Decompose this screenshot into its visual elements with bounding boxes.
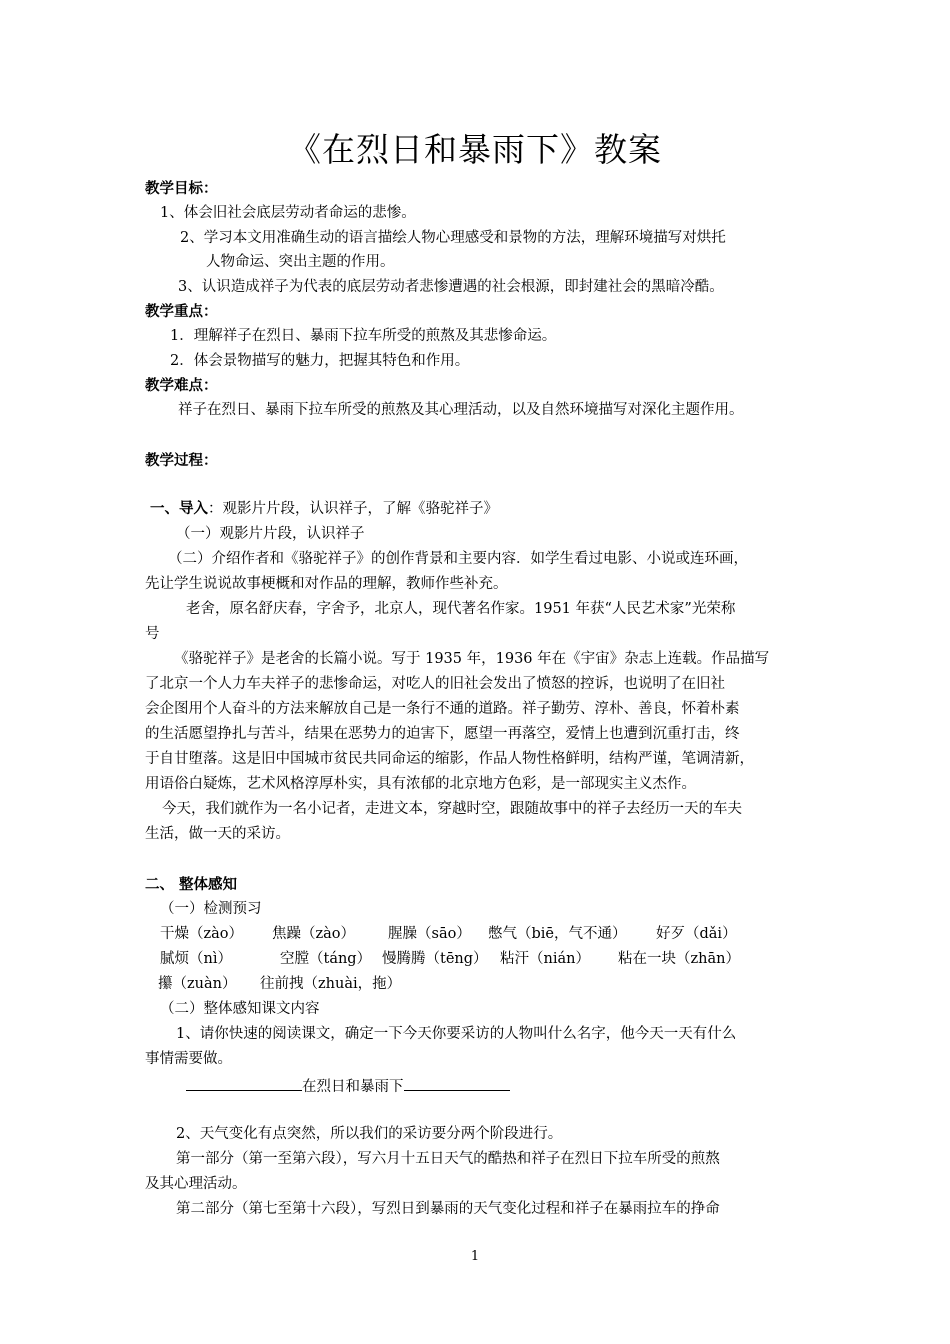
- goals-heading: 教学目标：: [145, 180, 218, 197]
- goal-item-2: 2、学习本文用准确生动的语言描绘人物心理感受和景物的方法，理解环境描写对烘托: [180, 230, 726, 246]
- novel-intro-2: 了北京一个人力车夫祥子的悲惨命运，对吃人的旧社会发出了愤怒的控诉，也说明了在旧社: [145, 676, 725, 692]
- vocab-item: 空膛（táng）: [280, 951, 372, 967]
- vocab-item: 干燥（zào）: [160, 926, 244, 942]
- part-1: 第一部分（第一至第六段），写六月十五日天气的酷热和祥子在烈日下拉车所受的煎熬: [176, 1151, 720, 1167]
- goal-item-1: 1、体会旧社会底层劳动者命运的悲惨。: [160, 205, 416, 221]
- question-1-cont: 事情需要做。: [145, 1051, 232, 1067]
- novel-intro-3: 会企图用个人奋斗的方法来解放自己是一条行不通的道路。祥子勤劳、淳朴、善良，怀着朴素: [145, 701, 740, 717]
- novel-intro-4: 的生活愿望挣扎与苦斗，结果在恶势力的迫害下，愿望一再落空，爱情上也遭到沉重打击，终: [145, 726, 740, 742]
- vocab-item: 往前拽（zhuài，拖）: [260, 976, 402, 992]
- page-title: 《在烈日和暴雨下》教案: [288, 130, 662, 169]
- section1-title-rest: ：观影片片段，认识祥子，了解《骆驼祥子》: [208, 501, 498, 517]
- vocab-item: 好歹（dǎi）: [656, 926, 737, 942]
- novel-intro-1: 《骆驼祥子》是老舍的长篇小说。写于 1935 年，1936 年在《宇宙》杂志上连载。作品描写: [174, 651, 770, 667]
- vocab-item: 粘汗（nián）: [500, 951, 590, 967]
- difficulties-text: 祥子在烈日、暴雨下拉车所受的煎熬及其心理活动，以及自然环境描写对深化主题作用。: [178, 402, 744, 418]
- answer-blank[interactable]: [186, 1073, 302, 1091]
- section1-title: 一、导入: [150, 500, 208, 517]
- section1-sub1: （一）观影片片段，认识祥子: [176, 526, 365, 542]
- key-point-1: 1．理解祥子在烈日、暴雨下拉车所受的煎熬及其悲惨命运。: [170, 328, 557, 344]
- section1-sub2: （二）介绍作者和《骆驼祥子》的创作背景和主要内容．如学生看过电影、小说或连环画，: [168, 551, 748, 567]
- vocab-row-3: [158, 973, 401, 995]
- process-heading: 教学过程：: [145, 452, 218, 469]
- difficulties-heading: 教学难点：: [145, 377, 218, 394]
- key-points-heading: 教学重点：: [145, 303, 218, 320]
- part-2: 第二部分（第七至第十六段），写烈日到暴雨的天气变化过程和祥子在暴雨拉车的挣命: [176, 1201, 720, 1217]
- goal-item-2-cont: 人物命运、突出主题的作用。: [206, 254, 395, 270]
- question-1: 1、请你快速的阅读课文，确定一下今天你要采访的人物叫什么名字，他今天一天有什么: [176, 1026, 737, 1042]
- novel-intro-6: 用语俗白疑炼，艺术风格淳厚朴实，具有浓郁的北京地方色彩，是一部现实主义杰作。: [145, 776, 696, 792]
- answer-blank[interactable]: [404, 1073, 510, 1091]
- fill-blank-line: [186, 1073, 510, 1098]
- vocab-item: 腻烦（nì）: [160, 951, 232, 967]
- today-intro: 今天，我们就作为一名小记者，走进文本，穿越时空，跟随故事中的祥子去经历一天的车夫: [162, 801, 742, 817]
- goal-item-3: 3、认识造成祥子为代表的底层劳动者悲惨遭遇的社会根源，即封建社会的黑暗冷酷。: [178, 279, 724, 295]
- author-intro-cont: 号: [145, 626, 160, 642]
- author-intro: 老舍，原名舒庆春，字舍予，北京人，现代著名作家。1951 年获“人民艺术家”光荣称: [186, 601, 736, 617]
- blank-text: 在烈日和暴雨下: [302, 1079, 404, 1095]
- section1-sub2-cont: 先让学生说说故事梗概和对作品的理解，教师作些补充。: [145, 576, 508, 592]
- section1-heading: [150, 498, 498, 520]
- vocab-item: 攥（zuàn）: [158, 976, 237, 992]
- vocab-item: 憋气（biē，气不通）: [488, 926, 627, 942]
- vocab-row-1: [160, 923, 737, 945]
- section2-sub2: （二）整体感知课文内容: [160, 1001, 320, 1017]
- vocab-item: 粘在一块（zhān）: [618, 951, 740, 967]
- key-point-2: 2．体会景物描写的魅力，把握其特色和作用。: [170, 353, 470, 369]
- question-2: 2、天气变化有点突然，所以我们的采访要分两个阶段进行。: [176, 1126, 563, 1142]
- part-1-cont: 及其心理活动。: [145, 1176, 247, 1192]
- novel-intro-5: 于自甘堕落。这是旧中国城市贫民共同命运的缩影，作品人物性格鲜明，结构严谨，笔调清新，: [145, 751, 754, 767]
- vocab-row-2: [160, 948, 740, 970]
- vocab-item: 焦躁（zào）: [272, 926, 356, 942]
- section2-heading: 二、 整体感知: [145, 876, 238, 893]
- section2-sub1: （一）检测预习: [160, 901, 262, 917]
- vocab-item: 慢腾腾（tēng）: [382, 951, 488, 967]
- page-number: 1: [470, 1249, 480, 1264]
- today-intro-cont: 生活，做一天的采访。: [145, 826, 290, 842]
- vocab-item: 腥臊（sāo）: [388, 926, 471, 942]
